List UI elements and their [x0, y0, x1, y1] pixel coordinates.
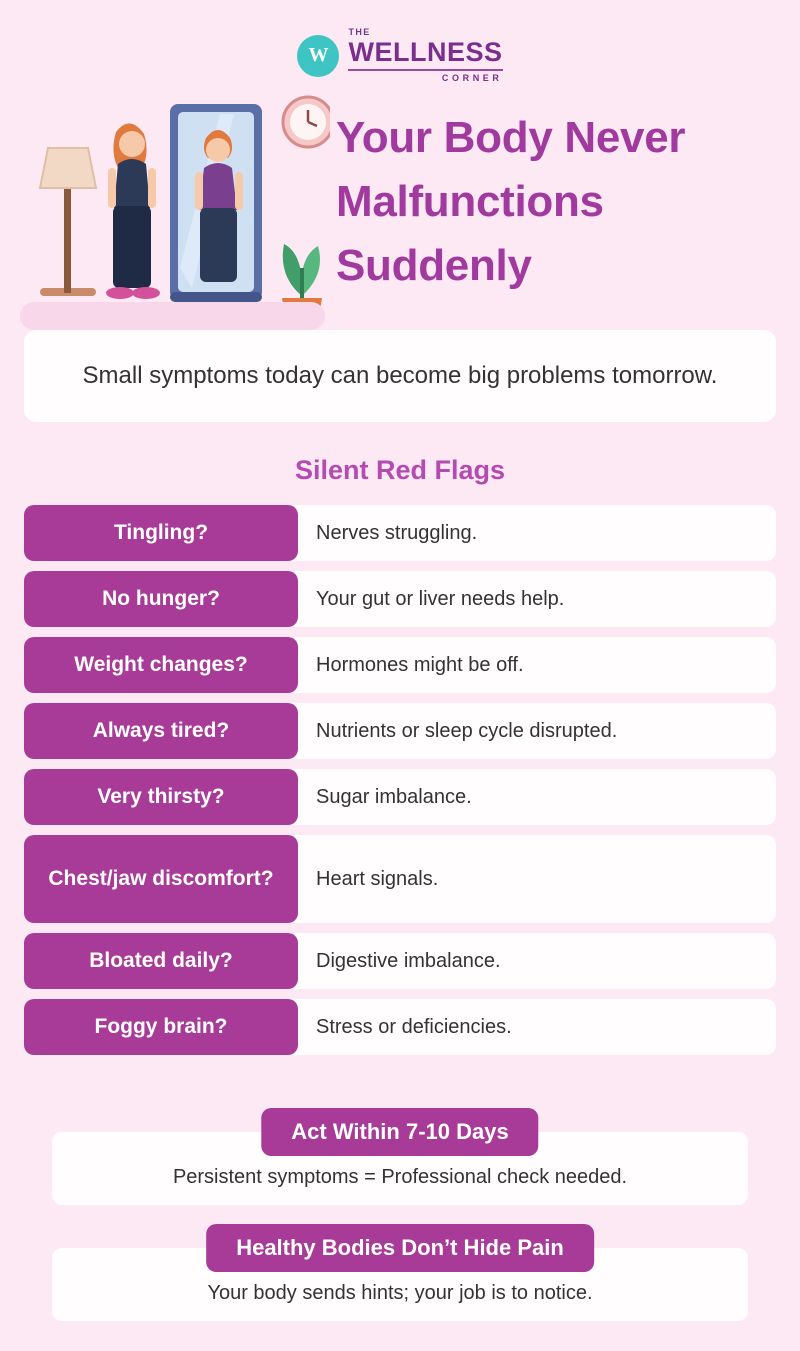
flag-tag: Weight changes? [24, 637, 298, 693]
flag-tag: Very thirsty? [24, 769, 298, 825]
flag-description: Hormones might be off. [316, 653, 524, 676]
footer-text: Your body sends hints; your job is to notice. [207, 1282, 593, 1304]
subtitle-text: Small symptoms today can become big problems tomorrow. [82, 361, 718, 389]
flag-description: Nerves struggling. [316, 521, 478, 544]
footer-block-hide-pain [52, 1235, 748, 1321]
section-heading: Silent Red Flags [294, 455, 506, 485]
flag-description: Heart signals. [316, 867, 439, 890]
subtitle-banner [24, 330, 776, 422]
logo-mark-icon: W [297, 35, 339, 77]
list-item [24, 571, 776, 627]
logo-corner-label: CORNER [348, 69, 502, 83]
flag-description: Nutrients or sleep cycle disrupted. [316, 719, 618, 742]
logo-text [348, 28, 502, 83]
flag-description: Sugar imbalance. [316, 785, 472, 808]
flag-description: Your gut or liver needs help. [316, 587, 565, 610]
footer-pill: Healthy Bodies Don’t Hide Pain [206, 1224, 594, 1272]
footer-text: Persistent symptoms = Professional check needed. [172, 1166, 628, 1188]
flag-tag: No hunger? [24, 571, 298, 627]
logo-wellness-label: WELLNESS [348, 37, 503, 67]
footer-block-act [52, 1119, 748, 1205]
flag-tag: Bloated daily? [24, 933, 298, 989]
flag-tag: Chest/jaw discomfort? [24, 835, 298, 923]
list-item [24, 835, 776, 923]
hero-section [0, 88, 800, 338]
flag-description: Stress or deficiencies. [316, 1015, 512, 1038]
flag-tag: Foggy brain? [24, 999, 298, 1055]
page-title: Your Body Never Malfunctions Suddenly [336, 113, 686, 290]
logo-inner [297, 28, 502, 83]
logo-the-label: THE [348, 27, 371, 37]
list-item [24, 999, 776, 1055]
list-item [24, 769, 776, 825]
illustration-svg [20, 88, 330, 338]
footer-pill: Act Within 7-10 Days [261, 1108, 538, 1156]
brand-logo [0, 28, 800, 83]
illustration-base [20, 302, 325, 330]
flag-description: Digestive imbalance. [316, 949, 501, 972]
flag-tag: Tingling? [24, 505, 298, 561]
list-item [24, 637, 776, 693]
mirror-illustration [20, 88, 330, 338]
flag-tag: Always tired? [24, 703, 298, 759]
list-item [24, 933, 776, 989]
list-item [24, 505, 776, 561]
list-item [24, 703, 776, 759]
red-flags-list [24, 505, 776, 1065]
